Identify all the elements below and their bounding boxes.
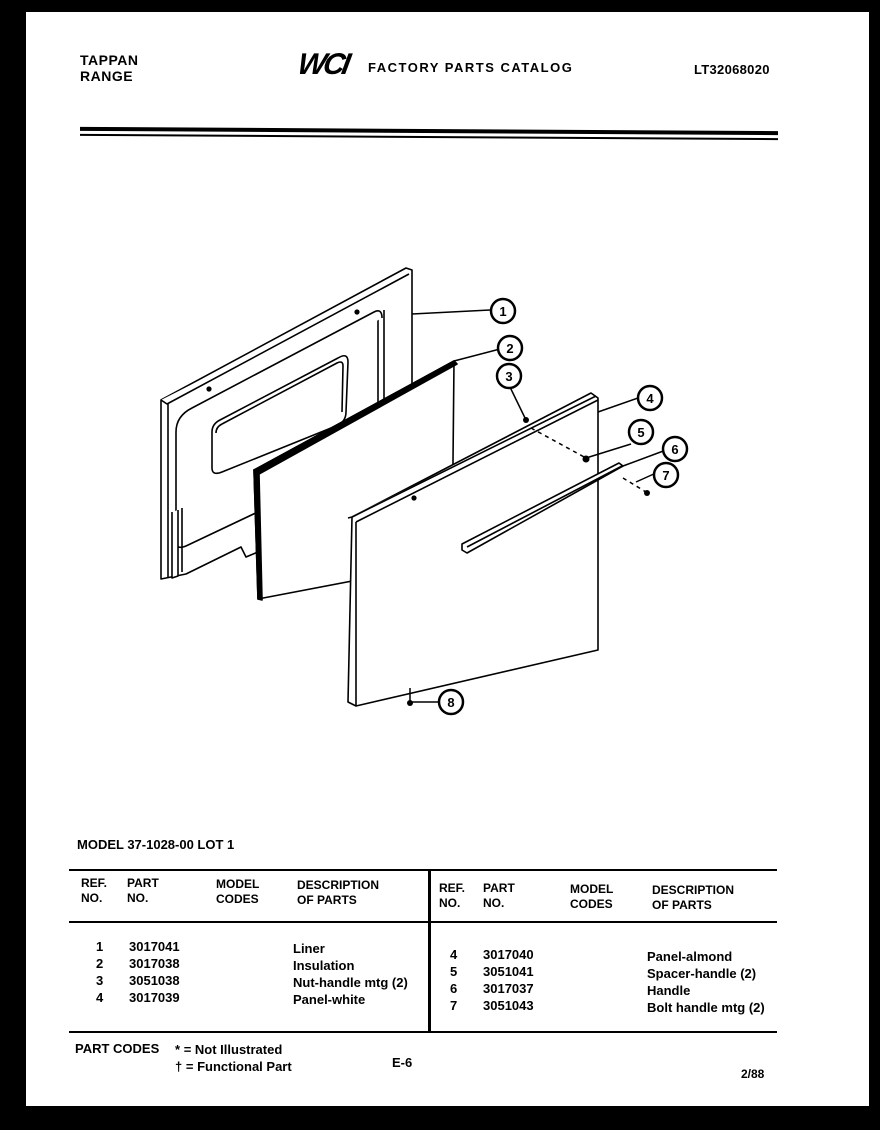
brand-line-2: RANGE bbox=[80, 68, 134, 84]
callout-5 bbox=[629, 420, 653, 444]
part-number-column-right: 3017040 3051041 3017037 3051043 bbox=[483, 947, 534, 1013]
part-number-column-left: 3017041 3017038 3051038 3017039 bbox=[129, 939, 180, 1005]
svg-text:2: 2 bbox=[506, 341, 514, 356]
table-row-right: 4 5 6 7 bbox=[450, 947, 458, 1013]
legend-not-illustrated: * = Not Illustrated bbox=[175, 1042, 283, 1057]
svg-text:3: 3 bbox=[505, 369, 513, 384]
revision-date: 2/88 bbox=[741, 1067, 765, 1081]
header-part-no-right: PART NO. bbox=[483, 881, 515, 910]
table-header-rule bbox=[69, 921, 777, 923]
callout-2 bbox=[498, 336, 522, 360]
table-top-rule bbox=[69, 869, 777, 871]
header-part-no: PART NO. bbox=[127, 876, 159, 905]
table-bottom-rule bbox=[69, 1031, 777, 1033]
table-column-divider bbox=[428, 869, 431, 1033]
table-row: 1 2 3 4 bbox=[96, 939, 104, 1005]
callout-1 bbox=[491, 299, 515, 323]
header-model-codes-right: MODEL CODES bbox=[570, 882, 614, 911]
callout-4 bbox=[638, 386, 662, 410]
exploded-parts-diagram bbox=[26, 12, 869, 812]
callout-7 bbox=[654, 463, 678, 487]
svg-text:5: 5 bbox=[637, 425, 645, 440]
header-ref-no: REF. NO. bbox=[81, 876, 108, 905]
asterisk-symbol: * bbox=[175, 1042, 181, 1057]
callout-6 bbox=[663, 437, 687, 461]
catalog-page bbox=[26, 12, 869, 1106]
svg-text:1: 1 bbox=[499, 304, 507, 319]
callout-3 bbox=[497, 364, 521, 388]
svg-text:6: 6 bbox=[671, 442, 679, 457]
model-line: MODEL 37-1028-00 LOT 1 bbox=[77, 837, 235, 852]
header-model-codes: MODEL CODES bbox=[216, 877, 260, 906]
part-codes-label: PART CODES bbox=[75, 1041, 160, 1056]
svg-text:8: 8 bbox=[447, 695, 455, 710]
header-description-right: DESCRIPTION OF PARTS bbox=[652, 883, 735, 912]
description-column-left: Liner Insulation Nut-handle mtg (2) Panel-white bbox=[293, 941, 408, 1007]
wci-logo: WCI bbox=[295, 48, 351, 81]
legend-functional-part: † = Functional Part bbox=[175, 1059, 292, 1074]
header-ref-no-right: REF. NO. bbox=[439, 881, 466, 910]
page-reference: E-6 bbox=[392, 1055, 413, 1070]
dagger-symbol: † bbox=[175, 1059, 183, 1074]
brand-line-1: TAPPAN bbox=[80, 52, 139, 68]
svg-text:4: 4 bbox=[646, 391, 654, 406]
header-description: DESCRIPTION OF PARTS bbox=[297, 878, 380, 907]
svg-text:7: 7 bbox=[662, 468, 670, 483]
catalog-title: FACTORY PARTS CATALOG bbox=[368, 60, 574, 75]
callout-8 bbox=[439, 690, 463, 714]
description-column-right: Panel-almond Spacer-handle (2) Handle Bolt handle mtg (2) bbox=[647, 949, 765, 1015]
document-number: LT32068020 bbox=[694, 62, 770, 77]
